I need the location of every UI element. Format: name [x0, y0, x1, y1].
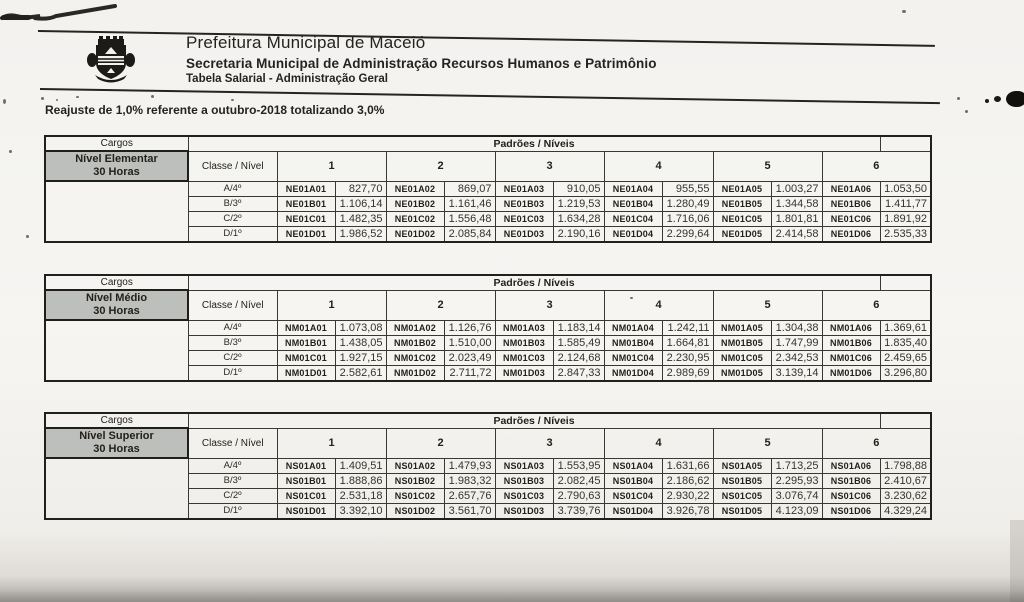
padrao-code-cell: NS01C05 [713, 488, 771, 503]
salary-grid [44, 135, 932, 243]
padrao-code-cell: NE01C02 [386, 211, 444, 226]
salary-value-cell: 2.711,72 [444, 365, 495, 381]
level-column-header: 4 [604, 428, 713, 458]
level-column-header: 4 [604, 151, 713, 181]
padrao-code-cell: NM01D06 [822, 365, 880, 381]
padrao-code-cell: NS01C01 [277, 488, 335, 503]
padrao-code-cell: NE01C06 [822, 211, 880, 226]
cargos-empty-cell [45, 181, 188, 242]
classe-label: B/3º [188, 335, 277, 350]
salary-value-cell: 3.739,76 [553, 503, 604, 519]
salary-value-cell: 2.414,58 [771, 226, 822, 242]
padrao-code-cell: NS01A05 [713, 458, 771, 473]
salary-value-cell: 4.123,09 [771, 503, 822, 519]
padrao-code-cell: NM01A03 [495, 320, 553, 335]
salary-value-cell: 1.344,58 [771, 196, 822, 211]
scan-speck [76, 96, 79, 98]
salary-value-cell: 2.459,65 [880, 350, 931, 365]
padrao-code-cell: NS01D05 [713, 503, 771, 519]
padrao-code-cell: NE01D04 [604, 226, 662, 242]
classe-label: C/2º [188, 350, 277, 365]
padrao-code-cell: NM01A02 [386, 320, 444, 335]
salary-value-cell: 1.713,25 [771, 458, 822, 473]
salary-value-cell: 1.183,14 [553, 320, 604, 335]
padrao-code-cell: NM01B06 [822, 335, 880, 350]
level-column-header: 6 [822, 428, 931, 458]
padrao-code-cell: NM01C02 [386, 350, 444, 365]
salary-value-cell: 1.411,77 [880, 196, 931, 211]
padrao-code-cell: NS01D06 [822, 503, 880, 519]
classe-label: A/4º [188, 320, 277, 335]
salary-value-cell: 1.585,49 [553, 335, 604, 350]
padrao-code-cell: NM01A04 [604, 320, 662, 335]
padrao-code-cell: NM01A05 [713, 320, 771, 335]
salary-value-cell: 1.003,27 [771, 181, 822, 196]
salary-value-cell: 1.479,93 [444, 458, 495, 473]
salary-value-cell: 1.888,86 [335, 473, 386, 488]
classe-label: D/1º [188, 226, 277, 242]
salary-table-nivel-elementar [44, 135, 930, 243]
padrao-code-cell: NE01B03 [495, 196, 553, 211]
padrao-code-cell: NE01D02 [386, 226, 444, 242]
padrao-code-cell: NM01C03 [495, 350, 553, 365]
cargos-header: Cargos [45, 275, 188, 290]
adjustment-note: Reajuste de 1,0% referente a outubro-2018 totalizando 3,0% [45, 103, 385, 117]
salary-value-cell: 1.553,95 [553, 458, 604, 473]
salary-value-cell: 1.482,35 [335, 211, 386, 226]
classe-label: B/3º [188, 196, 277, 211]
salary-value-cell: 2.930,22 [662, 488, 713, 503]
salary-value-cell: 1.891,92 [880, 211, 931, 226]
salary-value-cell: 3.926,78 [662, 503, 713, 519]
padrao-code-cell: NM01B03 [495, 335, 553, 350]
salary-value-cell: 3.296,80 [880, 365, 931, 381]
salary-value-cell: 2.082,45 [553, 473, 604, 488]
nivel-cargo-cell: Nível Médio 30 Horas [45, 290, 188, 320]
salary-grid [44, 412, 932, 520]
padrao-code-cell: NS01C04 [604, 488, 662, 503]
padrao-code-cell: NM01D05 [713, 365, 771, 381]
salary-value-cell: 3.392,10 [335, 503, 386, 519]
cargos-empty-cell [45, 458, 188, 519]
salary-value-cell: 1.161,46 [444, 196, 495, 211]
level-column-header: 4 [604, 290, 713, 320]
padrao-code-cell: NS01B06 [822, 473, 880, 488]
salary-value-cell: 1.126,76 [444, 320, 495, 335]
salary-value-cell: 3.230,62 [880, 488, 931, 503]
level-column-header: 3 [495, 151, 604, 181]
padrao-code-cell: NE01B06 [822, 196, 880, 211]
salary-value-cell: 1.801,81 [771, 211, 822, 226]
salary-value-cell: 2.847,33 [553, 365, 604, 381]
salary-value-cell: 2.186,62 [662, 473, 713, 488]
padrao-code-cell: NE01B01 [277, 196, 335, 211]
padrao-code-cell: NE01A01 [277, 181, 335, 196]
salary-value-cell: 2.299,64 [662, 226, 713, 242]
padrao-code-cell: NE01A02 [386, 181, 444, 196]
level-column-header: 6 [822, 290, 931, 320]
salary-value-cell: 1.556,48 [444, 211, 495, 226]
level-column-header: 5 [713, 290, 822, 320]
salary-value-cell: 910,05 [553, 181, 604, 196]
classe-label: C/2º [188, 211, 277, 226]
padrao-code-cell: NE01C04 [604, 211, 662, 226]
salary-value-cell: 2.023,49 [444, 350, 495, 365]
classe-label: C/2º [188, 488, 277, 503]
padroes-niveis-header: Padrões / Níveis [188, 413, 880, 428]
level-column-header: 2 [386, 151, 495, 181]
padrao-code-cell: NS01C02 [386, 488, 444, 503]
level-column-header: 3 [495, 290, 604, 320]
padrao-code-cell: NS01A01 [277, 458, 335, 473]
padrao-code-cell: NE01A04 [604, 181, 662, 196]
padrao-code-cell: NS01D01 [277, 503, 335, 519]
padroes-niveis-header: Padrões / Níveis [188, 136, 880, 151]
padrao-code-cell: NM01C04 [604, 350, 662, 365]
salary-value-cell: 1.280,49 [662, 196, 713, 211]
salary-value-cell: 3.076,74 [771, 488, 822, 503]
salary-value-cell: 2.295,93 [771, 473, 822, 488]
level-column-header: 6 [822, 151, 931, 181]
nivel-cargo-cell: Nível Superior 30 Horas [45, 428, 188, 458]
scan-speck [9, 150, 12, 153]
scan-speck [56, 99, 58, 101]
padrao-code-cell: NM01D03 [495, 365, 553, 381]
salary-value-cell: 2.190,16 [553, 226, 604, 242]
padrao-code-cell: NM01B04 [604, 335, 662, 350]
padrao-code-cell: NE01D01 [277, 226, 335, 242]
padrao-code-cell: NE01A05 [713, 181, 771, 196]
salary-value-cell: 1.219,53 [553, 196, 604, 211]
padrao-code-cell: NE01A06 [822, 181, 880, 196]
padrao-code-cell: NM01B02 [386, 335, 444, 350]
level-column-header: 2 [386, 290, 495, 320]
pen-mark-artifact [0, 2, 120, 26]
padrao-code-cell: NS01C06 [822, 488, 880, 503]
salary-value-cell: 1.716,06 [662, 211, 713, 226]
scan-speck [965, 110, 968, 113]
salary-value-cell: 2.989,69 [662, 365, 713, 381]
salary-value-cell: 2.230,95 [662, 350, 713, 365]
scan-speck [231, 99, 234, 101]
classe-label: A/4º [188, 458, 277, 473]
salary-value-cell: 2.582,61 [335, 365, 386, 381]
padrao-code-cell: NS01B02 [386, 473, 444, 488]
level-column-header: 3 [495, 428, 604, 458]
salary-value-cell: 1.631,66 [662, 458, 713, 473]
classe-label: D/1º [188, 365, 277, 381]
level-column-header: 2 [386, 428, 495, 458]
padrao-code-cell: NM01B01 [277, 335, 335, 350]
level-column-header: 5 [713, 428, 822, 458]
salary-value-cell: 1.369,61 [880, 320, 931, 335]
salary-value-cell: 1.106,14 [335, 196, 386, 211]
salary-table-nivel-superior [44, 412, 930, 520]
padrao-code-cell: NS01B04 [604, 473, 662, 488]
padrao-code-cell: NE01C01 [277, 211, 335, 226]
padroes-niveis-header: Padrões / Níveis [188, 275, 880, 290]
padrao-code-cell: NS01A02 [386, 458, 444, 473]
document-header [186, 33, 657, 85]
org-subtitle: Secretaria Municipal de Administração Recursos Humanos e Patrimônio [186, 56, 657, 71]
padrao-code-cell: NE01B05 [713, 196, 771, 211]
salary-value-cell: 2.085,84 [444, 226, 495, 242]
padrao-code-cell: NS01A06 [822, 458, 880, 473]
nivel-cargo-cell: Nível Elementar 30 Horas [45, 151, 188, 181]
level-column-header: 1 [277, 151, 386, 181]
level-column-header: 5 [713, 151, 822, 181]
padrao-code-cell: NM01D01 [277, 365, 335, 381]
salary-value-cell: 3.139,14 [771, 365, 822, 381]
padrao-code-cell: NE01C03 [495, 211, 553, 226]
padrao-code-cell: NS01A04 [604, 458, 662, 473]
document-title: Tabela Salarial - Administração Geral [186, 73, 388, 85]
padrao-code-cell: NS01D04 [604, 503, 662, 519]
padrao-code-cell: NE01B02 [386, 196, 444, 211]
cargos-header: Cargos [45, 413, 188, 428]
level-column-header: 1 [277, 290, 386, 320]
salary-value-cell: 1.304,38 [771, 320, 822, 335]
salary-value-cell: 2.124,68 [553, 350, 604, 365]
classe-nivel-header: Classe / Nível [188, 428, 277, 458]
classe-label: A/4º [188, 181, 277, 196]
cargos-header: Cargos [45, 136, 188, 151]
padrao-code-cell: NE01D03 [495, 226, 553, 242]
salary-value-cell: 1.664,81 [662, 335, 713, 350]
ink-dot-artifact [994, 96, 1001, 102]
classe-label: D/1º [188, 503, 277, 519]
padrao-code-cell: NM01B05 [713, 335, 771, 350]
padrao-code-cell: NM01A01 [277, 320, 335, 335]
salary-value-cell: 2.790,63 [553, 488, 604, 503]
salary-value-cell: 827,70 [335, 181, 386, 196]
salary-value-cell: 1.634,28 [553, 211, 604, 226]
salary-value-cell: 1.927,15 [335, 350, 386, 365]
salary-value-cell: 1.986,52 [335, 226, 386, 242]
padrao-code-cell: NS01D02 [386, 503, 444, 519]
salary-value-cell: 2.535,33 [880, 226, 931, 242]
padrao-code-cell: NE01D05 [713, 226, 771, 242]
salary-value-cell: 1.983,32 [444, 473, 495, 488]
org-title: Prefeitura Municipal de Maceió [186, 33, 426, 52]
padrao-code-cell: NM01A06 [822, 320, 880, 335]
padrao-code-cell: NM01C01 [277, 350, 335, 365]
salary-value-cell: 955,55 [662, 181, 713, 196]
classe-label: B/3º [188, 473, 277, 488]
salary-value-cell: 1.073,08 [335, 320, 386, 335]
padrao-code-cell: NE01C05 [713, 211, 771, 226]
salary-value-cell: 4.329,24 [880, 503, 931, 519]
salary-value-cell: 2.657,76 [444, 488, 495, 503]
padrao-code-cell: NS01D03 [495, 503, 553, 519]
salary-table-nivel-medio [44, 274, 930, 382]
padrao-code-cell: NS01B01 [277, 473, 335, 488]
salary-value-cell: 3.561,70 [444, 503, 495, 519]
scan-speck [902, 10, 906, 13]
salary-value-cell: 1.053,50 [880, 181, 931, 196]
padrao-code-cell: NM01C06 [822, 350, 880, 365]
classe-nivel-header: Classe / Nível [188, 151, 277, 181]
padrao-code-cell: NE01A03 [495, 181, 553, 196]
salary-value-cell: 1.409,51 [335, 458, 386, 473]
salary-value-cell: 1.438,05 [335, 335, 386, 350]
padrao-code-cell: NS01B05 [713, 473, 771, 488]
level-column-header: 1 [277, 428, 386, 458]
salary-value-cell: 2.531,18 [335, 488, 386, 503]
padrao-code-cell: NS01A03 [495, 458, 553, 473]
salary-value-cell: 2.410,67 [880, 473, 931, 488]
scan-speck [151, 95, 154, 98]
padrao-code-cell: NS01C03 [495, 488, 553, 503]
padrao-code-cell: NM01C05 [713, 350, 771, 365]
cargos-empty-cell [45, 320, 188, 381]
scan-speck [3, 99, 6, 104]
classe-nivel-header: Classe / Nível [188, 290, 277, 320]
padrao-code-cell: NM01D04 [604, 365, 662, 381]
salary-grid [44, 274, 932, 382]
ink-blob-artifact [1006, 91, 1024, 107]
salary-value-cell: 869,07 [444, 181, 495, 196]
padrao-code-cell: NE01D06 [822, 226, 880, 242]
salary-value-cell: 1.747,99 [771, 335, 822, 350]
padrao-code-cell: NM01D02 [386, 365, 444, 381]
scan-shadow-bottom [0, 576, 1024, 602]
salary-value-cell: 1.835,40 [880, 335, 931, 350]
padrao-code-cell: NS01B03 [495, 473, 553, 488]
scan-speck [957, 97, 960, 100]
ink-dot-artifact [985, 99, 989, 103]
scan-speck [41, 97, 44, 100]
scan-speck [26, 235, 29, 238]
municipal-coat-of-arms-logo [85, 35, 137, 85]
salary-value-cell: 1.242,11 [662, 320, 713, 335]
salary-value-cell: 2.342,53 [771, 350, 822, 365]
salary-value-cell: 1.798,88 [880, 458, 931, 473]
padrao-code-cell: NE01B04 [604, 196, 662, 211]
salary-value-cell: 1.510,00 [444, 335, 495, 350]
